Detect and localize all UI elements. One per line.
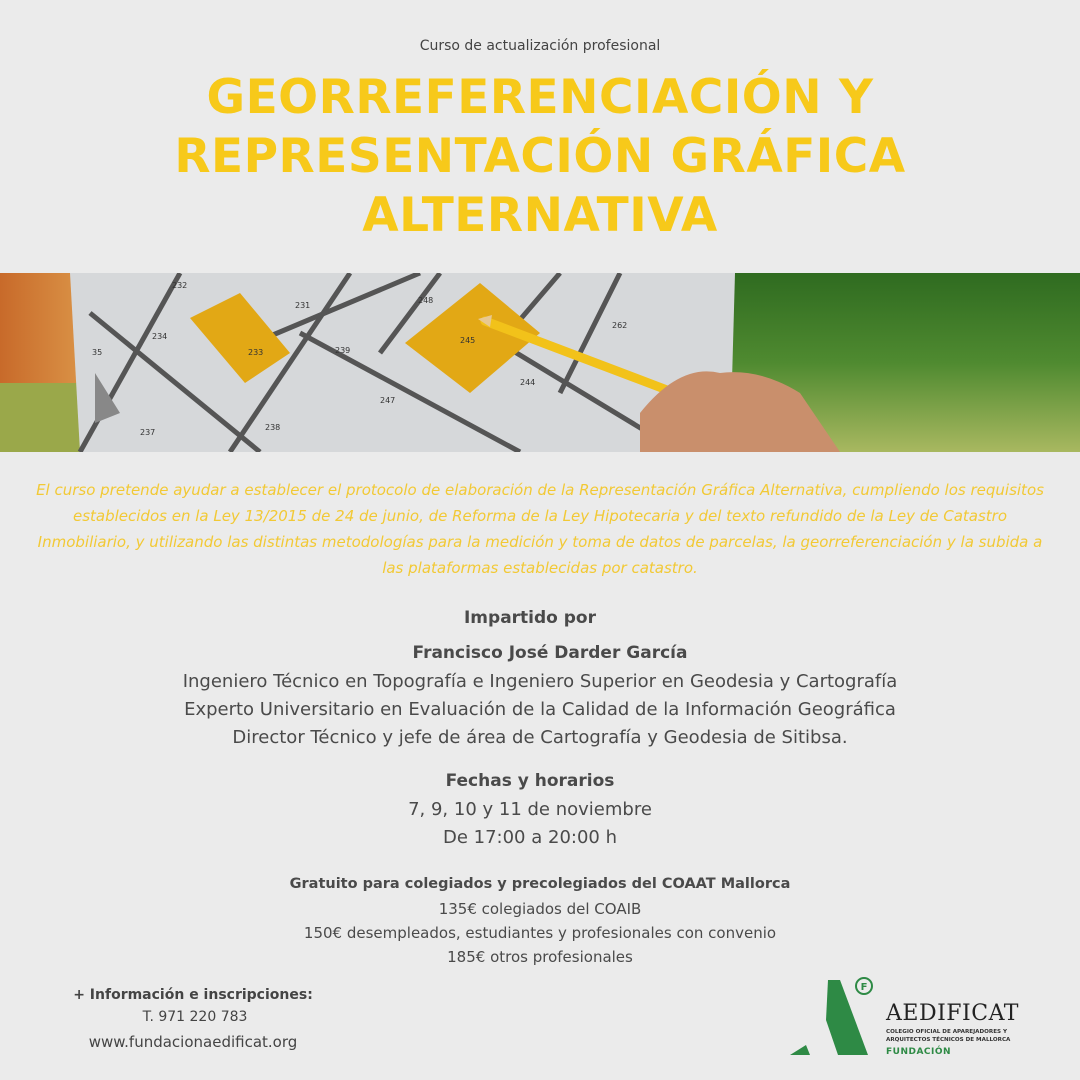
parcel-label: 262 (612, 321, 628, 330)
contact-phone[interactable]: T. 971 220 783 (142, 1009, 248, 1025)
parcel-label: 247 (380, 396, 396, 405)
parcel-label: 234 (152, 332, 168, 341)
parcel-label: 232 (172, 281, 188, 290)
price-line: 150€ desempleados, estudiantes y profesionales con convenio (303, 924, 777, 942)
parcel-label: 233 (248, 348, 264, 357)
title-line: ALTERNATIVA (362, 188, 718, 243)
svg-text:F: F (860, 982, 868, 993)
title-line: GEORREFERENCIACIÓN Y (206, 70, 874, 125)
parcel-label: 237 (140, 428, 156, 437)
logo-a-mark-icon (788, 975, 888, 1065)
instructor-credentials (0, 668, 1080, 752)
logo-name: AEDIFICAT (886, 1001, 1019, 1026)
schedule-heading: Fechas y horarios (445, 771, 615, 791)
contact-heading: + Información e inscripciones: (73, 987, 313, 1003)
parcel-label: 239 (335, 346, 351, 355)
credential-line: Director Técnico y jefe de área de Cartografía y Geodesia de Sitibsa. (232, 727, 848, 748)
schedule-dates: 7, 9, 10 y 11 de noviembre (408, 799, 652, 820)
contact-website[interactable]: www.fundacionaedificat.org (88, 1033, 298, 1051)
logo-foundation: FUNDACIÓN (886, 1047, 952, 1057)
instructor-heading: Impartido por (463, 608, 596, 628)
aedificat-logo (788, 975, 1028, 1065)
pricing-list (0, 897, 1080, 969)
credential-line: Ingeniero Técnico en Topografía e Ingeniero Superior en Geodesia y Cartografía (182, 671, 898, 692)
parcel-label: 231 (295, 301, 311, 310)
cadastral-map-photo (0, 273, 1080, 452)
parcel-label: 238 (265, 423, 281, 432)
course-type: Curso de actualización profesional (419, 38, 661, 54)
page-title (0, 68, 1080, 245)
credential-line: Experto Universitario en Evaluación de la Calidad de la Información Geográfica (184, 699, 896, 720)
pricing-heading: Gratuito para colegiados y precolegiados del COAAT Mallorca (289, 876, 791, 892)
course-description: El curso pretende ayudar a establecer el protocolo de elaboración de la Representación Gráfica Alternativa, cumpliendo los requisitos establecidos en la Ley 13/2015 de 24 de junio, de Reforma de la Ley Hipotecaria y del texto refundido de la Ley de Catastro Inmobiliario, y utilizando las distintas metodologías para la medición y toma de datos de parcelas, la georreferenciación y la subida a las plataformas establecidas por catastro. (36, 481, 1044, 577)
parcel-label: 35 (92, 348, 103, 357)
logo-line: ARQUITECTOS TÉCNICOS DE MALLORCA (886, 1037, 1011, 1043)
parcel-label: 245 (460, 336, 476, 345)
parcel-label: 244 (520, 378, 536, 387)
parcel-label: 248 (418, 296, 434, 305)
title-line: REPRESENTACIÓN GRÁFICA (174, 129, 906, 184)
logo-subtitle (886, 1028, 1010, 1044)
instructor-name: Francisco José Darder García (412, 643, 688, 663)
schedule-hours: De 17:00 a 20:00 h (442, 827, 617, 848)
price-line: 185€ otros profesionales (447, 948, 633, 966)
price-line: 135€ colegiados del COAIB (438, 900, 642, 918)
logo-line: COLEGIO OFICIAL DE APAREJADORES Y (886, 1029, 1008, 1035)
